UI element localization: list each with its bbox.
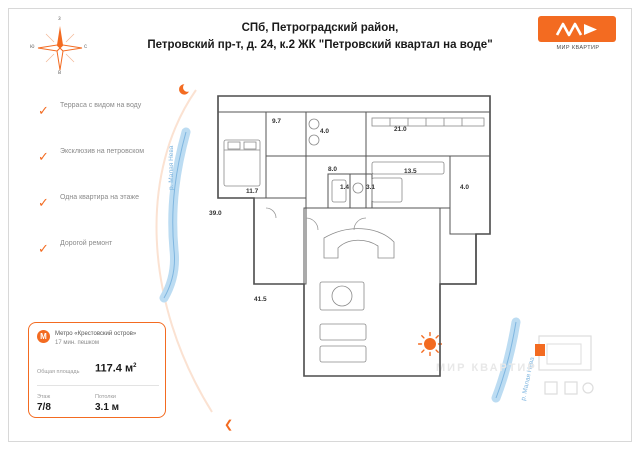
floor-value: 7/8 [37,402,51,413]
room-area-13-5: 13.5 [404,168,417,175]
floor-caption: Этаж [37,394,51,400]
watermark-text: МИР КВАРТИР [436,362,537,374]
room-area-8-0: 8.0 [328,166,338,173]
compass-label-west: ю [30,44,35,50]
room-area-4-0: 4.0 [320,128,330,135]
arrow-left-icon: ❮ [224,419,234,431]
room-area-3-1: 3.1 [366,184,376,191]
river-label-left: р. Малая Нева [168,145,175,190]
check-icon: ✓ [38,195,49,210]
metro-icon: M [37,330,50,343]
floor-plan-drawing [208,88,498,398]
check-icon: ✓ [38,241,49,256]
feature-label: Терраса с видом на воду [60,102,142,109]
feature-label: Эксклюзив на петровском [60,148,145,155]
title-line-2: Петровский пр-т, д. 24, к.2 ЖК "Петровский квартал на воде" [147,39,493,51]
river-label-right: р. Малая Нева [520,356,537,402]
room-area-9-7: 9.7 [272,118,282,125]
room-area-21-0: 21.0 [394,126,407,133]
check-icon: ✓ [38,103,49,118]
metro-walk-time: 17 мин. пешком [55,340,100,346]
title-line-1: СПб, Петроградский район, [241,22,399,34]
compass-label-north: з [58,16,61,22]
ceiling-caption: Потолки [95,394,116,400]
compass-label-south: в [58,70,62,76]
room-area-11-7: 11.7 [246,188,259,195]
building-ghost-graphic [535,330,603,408]
area-unit: 2 [133,363,137,369]
floor-plan [208,88,498,398]
logo-text: МИР КВАРТИР [556,45,600,51]
ceiling-value: 3.1 м [95,402,120,413]
feature-label: Дорогой ремонт [60,240,113,247]
room-area-4-0b: 4.0 [460,184,470,191]
feature-label: Одна квартира на этаже [60,194,139,201]
area-number: 117.4 м [95,362,134,375]
room-area-1-4: 1.4 [340,184,350,191]
metro-station-name: Метро «Крестовский остров» [55,331,137,337]
compass-label-east: с [84,44,87,50]
area-caption: Общая площадь [37,368,80,375]
check-icon: ✓ [38,149,49,164]
room-area-39-0: 39.0 [209,210,222,217]
moon-icon [178,82,192,96]
room-area-41-5: 41.5 [254,296,267,303]
